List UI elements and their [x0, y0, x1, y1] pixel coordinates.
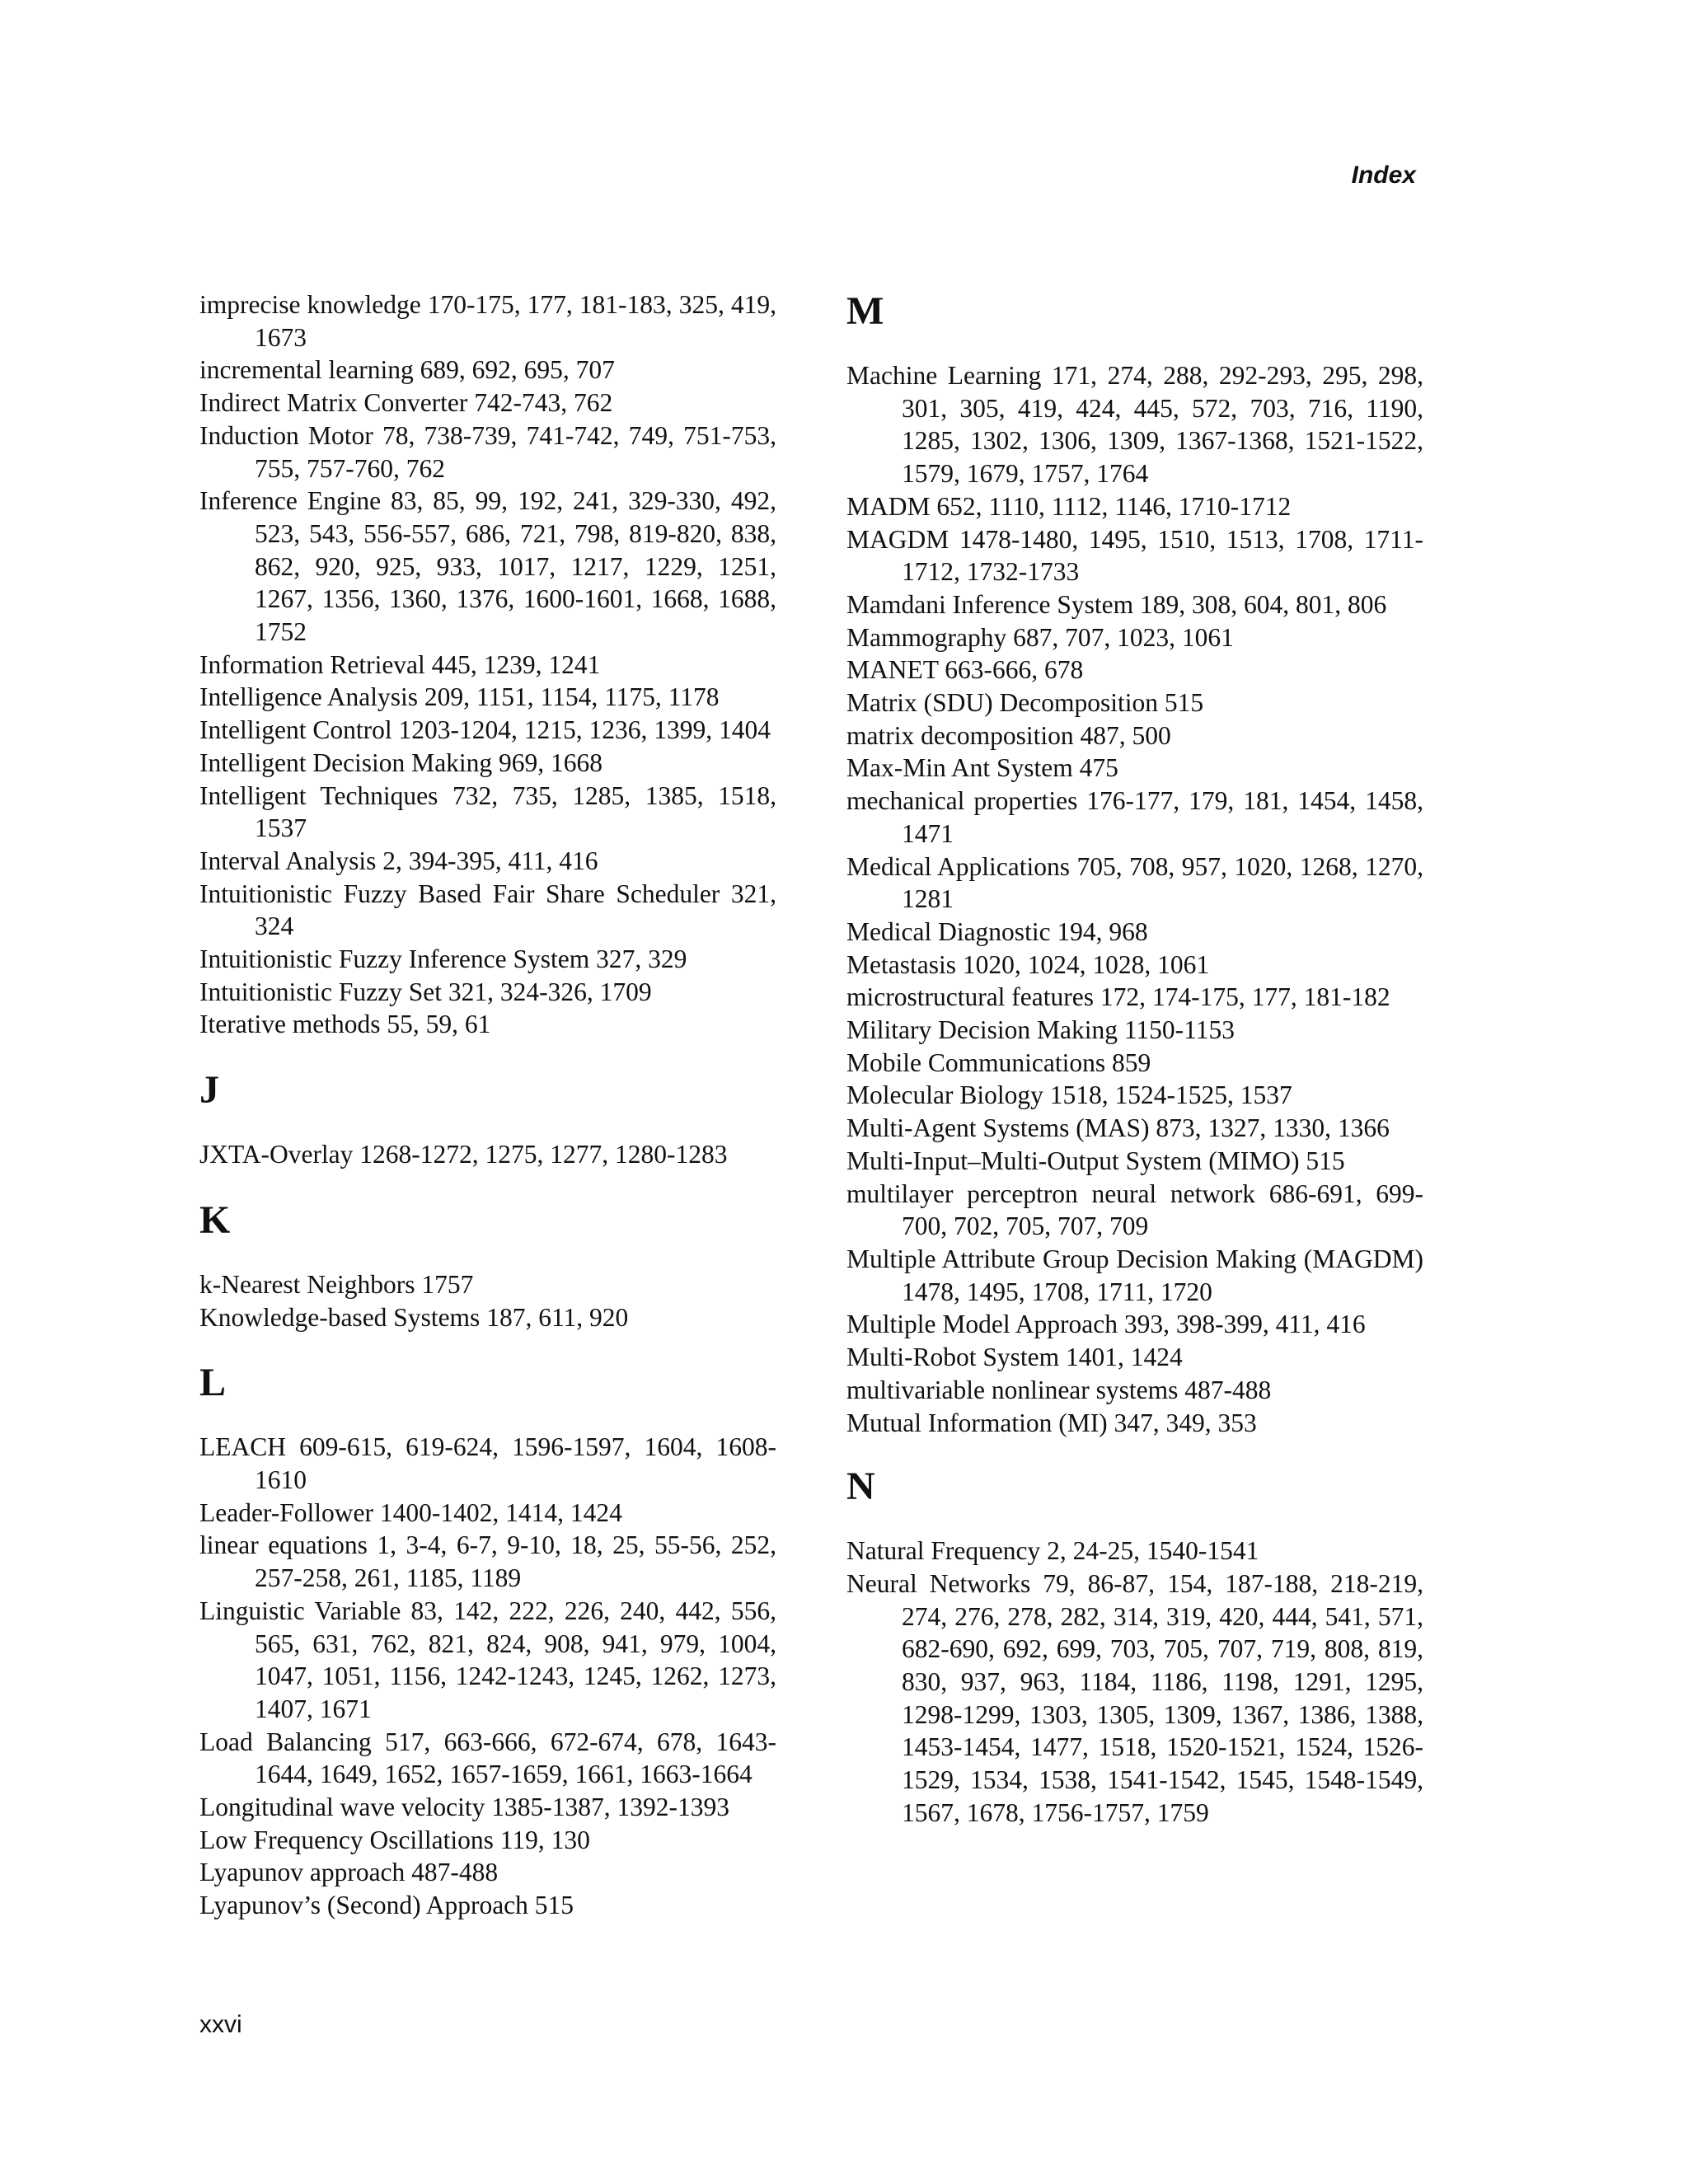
index-entry: Medical Diagnostic 194, 968 [846, 916, 1148, 946]
index-entry: Mutual Information (MI) 347, 349, 353 [846, 1408, 1257, 1437]
index-entry: Natural Frequency 2, 24-25, 1540-1541 [846, 1536, 1259, 1566]
index-entry: Induction Motor 78, 738-739, 741-742, 749, 751-753, 755, 757-760, 762 [199, 420, 776, 483]
index-entry: Mammography 687, 707, 1023, 1061 [846, 622, 1234, 652]
entries-j [199, 1138, 776, 1171]
index-entry: mechanical properties 176-177, 179, 181, 1454, 1458, 1471 [846, 786, 1423, 848]
section-letter-l: L [199, 1361, 227, 1405]
entries-n [846, 1535, 1423, 1829]
index-entry: Intelligent Control 1203-1204, 1215, 1236, 1399, 1404 [199, 715, 771, 745]
index-entry: Knowledge-based Systems 187, 611, 920 [199, 1302, 629, 1332]
index-entry: MAGDM 1478-1480, 1495, 1510, 1513, 1708, 1711-1712, 1732-1733 [846, 524, 1423, 587]
index-entry: Load Balancing 517, 663-666, 672-674, 678, 1643-1644, 1649, 1652, 1657-1659, 1661, 1663-1664 [199, 1727, 776, 1789]
index-entry: Longitudinal wave velocity 1385-1387, 1392-1393 [199, 1793, 730, 1822]
index-entry: Multi-Input–Multi-Output System (MIMO) 515 [846, 1146, 1345, 1175]
index-entry: Matrix (SDU) Decomposition 515 [846, 688, 1204, 718]
index-entry: Low Frequency Oscillations 119, 130 [199, 1825, 590, 1854]
index-entry: imprecise knowledge 170-175, 177, 181-183, 325, 419, 1673 [199, 290, 776, 352]
index-entry: Multi-Agent Systems (MAS) 873, 1327, 1330, 1366 [846, 1113, 1390, 1143]
entries-m [846, 359, 1423, 1439]
index-entry: incremental learning 689, 692, 695, 707 [199, 355, 615, 385]
page-number: xxvi [199, 2011, 242, 2038]
index-entry: Medical Applications 705, 708, 957, 1020, 1268, 1270, 1281 [846, 851, 1423, 914]
entries-i [199, 288, 776, 1041]
index-column-right [846, 288, 1423, 1830]
entries-k [199, 1268, 776, 1333]
index-entry: Iterative methods 55, 59, 61 [199, 1010, 491, 1039]
index-entry: MANET 663-666, 678 [846, 655, 1084, 685]
section-letter-n: N [846, 1465, 875, 1509]
index-entry: Molecular Biology 1518, 1524-1525, 1537 [846, 1080, 1292, 1110]
index-entry: Military Decision Making 1150-1153 [846, 1015, 1235, 1045]
index-entry: Intuitionistic Fuzzy Set 321, 324-326, 1709 [199, 977, 652, 1006]
section-letter-m: M [846, 289, 884, 333]
index-entry: Multiple Attribute Group Decision Making (MAGDM) 1478, 1495, 1708, 1711, 1720 [846, 1244, 1423, 1306]
index-entry: k-Nearest Neighbors 1757 [199, 1269, 474, 1299]
index-entry: Lyapunov approach 487-488 [199, 1858, 499, 1887]
index-entry: matrix decomposition 487, 500 [846, 720, 1171, 750]
index-entry: Max-Min Ant System 475 [846, 753, 1118, 783]
index-entry: Linguistic Variable 83, 142, 222, 226, 240, 442, 556, 565, 631, 762, 821, 824, 908, 941, 979, 1004, 1047, 1051, 1156, 1242-1243, 1245, 1262, 1273, 1407, 1671 [199, 1596, 776, 1723]
index-entry: Intelligence Analysis 209, 1151, 1154, 1175, 1178 [199, 682, 720, 712]
index-entry: Leader-Follower 1400-1402, 1414, 1424 [199, 1497, 622, 1527]
index-entry: Intelligent Decision Making 969, 1668 [199, 748, 603, 777]
section-letter-k: K [199, 1197, 231, 1242]
section-letter-j: J [199, 1068, 219, 1113]
index-entry: JXTA-Overlay 1268-1272, 1275, 1277, 1280-1283 [199, 1140, 728, 1169]
index-entry: Mamdani Inference System 189, 308, 604, 801, 806 [846, 589, 1387, 619]
index-entry: Machine Learning 171, 274, 288, 292-293, 295, 298, 301, 305, 419, 424, 445, 572, 703, 716, 1190, 1285, 1302, 1306, 1309, 1367-1368, 1521-1522, 1579, 1679, 1757, 1764 [846, 361, 1423, 489]
index-entry: multilayer perceptron neural network 686-691, 699-700, 702, 705, 707, 709 [846, 1179, 1423, 1241]
index-entry: Metastasis 1020, 1024, 1028, 1061 [846, 949, 1210, 979]
index-entry: MADM 652, 1110, 1112, 1146, 1710-1712 [846, 491, 1292, 521]
index-entry: multivariable nonlinear systems 487-488 [846, 1375, 1272, 1404]
index-entry: Indirect Matrix Converter 742-743, 762 [199, 388, 613, 418]
index-entry: LEACH 609-615, 619-624, 1596-1597, 1604, 1608-1610 [199, 1432, 776, 1494]
index-entry: Intuitionistic Fuzzy Inference System 327, 329 [199, 944, 687, 974]
index-entry: Intelligent Techniques 732, 735, 1285, 1385, 1518, 1537 [199, 780, 776, 843]
index-entry: Neural Networks 79, 86-87, 154, 187-188, 218-219, 274, 276, 278, 282, 314, 319, 420, 444, 541, 571, 682-690, 692, 699, 703, 705, 707, 719, 808, 819, 830, 937, 963, 1184, 1186, 1198, 1291, 1295, 1298-1299, 1303, 1305, 1309, 1367, 1386, 1388, 1453-1454, 1477, 1518, 1520-1521, 1524, 1526-1529, 1534, 1538, 1541-1542, 1545, 1548-1549, 1567, 1678, 1756-1757, 1759 [846, 1568, 1423, 1827]
index-entry: Multi-Robot System 1401, 1424 [846, 1343, 1183, 1372]
index-column-left [199, 288, 776, 1922]
entries-l [199, 1431, 776, 1922]
index-entry: Mobile Communications 859 [846, 1047, 1151, 1077]
index-entry: Multiple Model Approach 393, 398-399, 411, 416 [846, 1310, 1366, 1339]
index-entry: Interval Analysis 2, 394-395, 411, 416 [199, 846, 598, 875]
index-entry: Lyapunov’s (Second) Approach 515 [199, 1891, 574, 1920]
index-entry: Information Retrieval 445, 1239, 1241 [199, 649, 601, 679]
index-entry: Inference Engine 83, 85, 99, 192, 241, 329-330, 492, 523, 543, 556-557, 686, 721, 798, 819-820, 838, 862, 920, 925, 933, 1017, 1217, 1229, 1251, 1267, 1356, 1360, 1376, 1600-1601, 1668, 1688, 1752 [199, 486, 776, 647]
running-head: Index [1351, 162, 1416, 189]
index-entry: Intuitionistic Fuzzy Based Fair Share Scheduler 321, 324 [199, 879, 776, 941]
index-entry: linear equations 1, 3-4, 6-7, 9-10, 18, 25, 55-56, 252, 257-258, 261, 1185, 1189 [199, 1530, 776, 1593]
index-entry: microstructural features 172, 174-175, 177, 181-182 [846, 982, 1390, 1012]
